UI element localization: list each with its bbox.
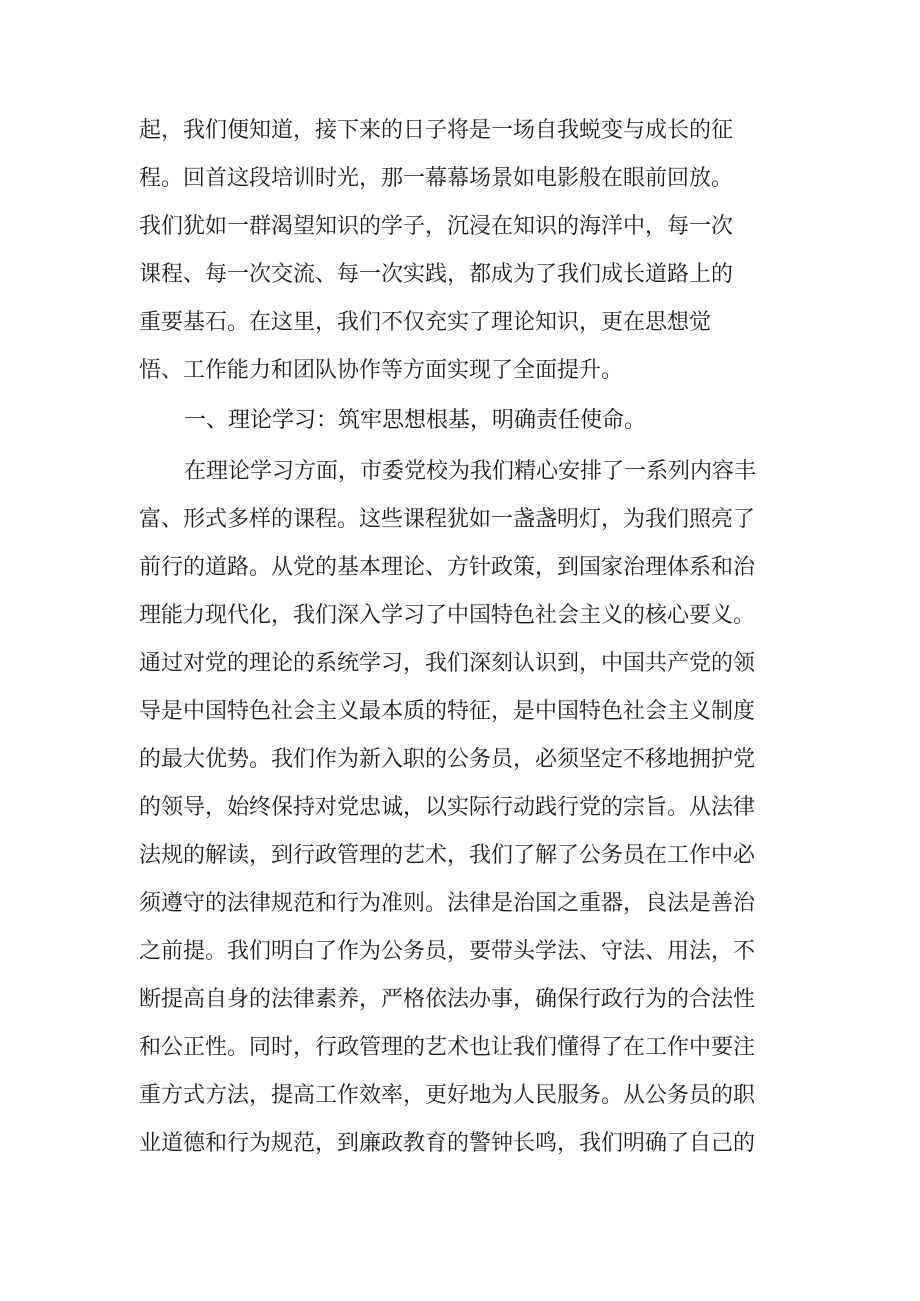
body-line-11: 之前提。我们明白了作为公务员，要带头学法、守法、用法，不 (139, 939, 756, 964)
body-line-6: 导是中国特色社会主义最本质的特征，是中国特色社会主义制度 (139, 699, 756, 724)
intro-line-6: 悟、工作能力和团队协作等方面实现了全面提升。 (139, 358, 624, 383)
body-line-12: 断提高自身的法律素养，严格依法办事，确保行政行为的合法性 (139, 987, 756, 1012)
intro-line-4: 课程、每一次交流、每一次实践，都成为了我们成长道路上的 (139, 262, 734, 287)
body-line-8: 的领导，始终保持对党忠诚，以实际行动践行党的宗旨。从法律 (139, 795, 756, 820)
intro-line-5: 重要基石。在这里，我们不仅充实了理论知识，更在思想觉 (139, 310, 712, 335)
section-heading: 一、理论学习：筑牢思想根基，明确责任使命。 (184, 408, 647, 433)
body-line-14: 重方式方法，提高工作效率，更好地为人民服务。从公务员的职 (139, 1083, 756, 1108)
body-line-13: 和公正性。同时，行政管理的艺术也让我们懂得了在工作中要注 (139, 1035, 756, 1060)
body-line-2: 富、形式多样的课程。这些课程犹如一盏盏明灯，为我们照亮了 (139, 507, 756, 532)
intro-line-3: 我们犹如一群渴望知识的学子，沉浸在知识的海洋中，每一次 (139, 214, 734, 239)
body-line-4: 理能力现代化，我们深入学习了中国特色社会主义的核心要义。 (139, 603, 756, 628)
intro-line-1: 起，我们便知道，接下来的日子将是一场自我蜕变与成长的征 (139, 118, 734, 143)
body-line-7: 的最大优势。我们作为新入职的公务员，必须坚定不移地拥护党 (139, 747, 756, 772)
body-line-3: 前行的道路。从党的基本理论、方针政策，到国家治理体系和治 (139, 555, 756, 580)
body-line-10: 须遵守的法律规范和行为准则。法律是治国之重器，良法是善治 (139, 891, 756, 916)
body-line-5: 通过对党的理论的系统学习，我们深刻认识到，中国共产党的领 (139, 651, 756, 676)
body-line-1: 在理论学习方面，市委党校为我们精心安排了一系列内容丰 (184, 459, 757, 484)
intro-line-2: 程。回首这段培训时光，那一幕幕场景如电影般在眼前回放。 (139, 166, 734, 191)
body-line-9: 法规的解读，到行政管理的艺术，我们了解了公务员在工作中必 (139, 843, 756, 868)
body-line-15: 业道德和行为规范，到廉政教育的警钟长鸣，我们明确了自己的 (139, 1131, 756, 1156)
